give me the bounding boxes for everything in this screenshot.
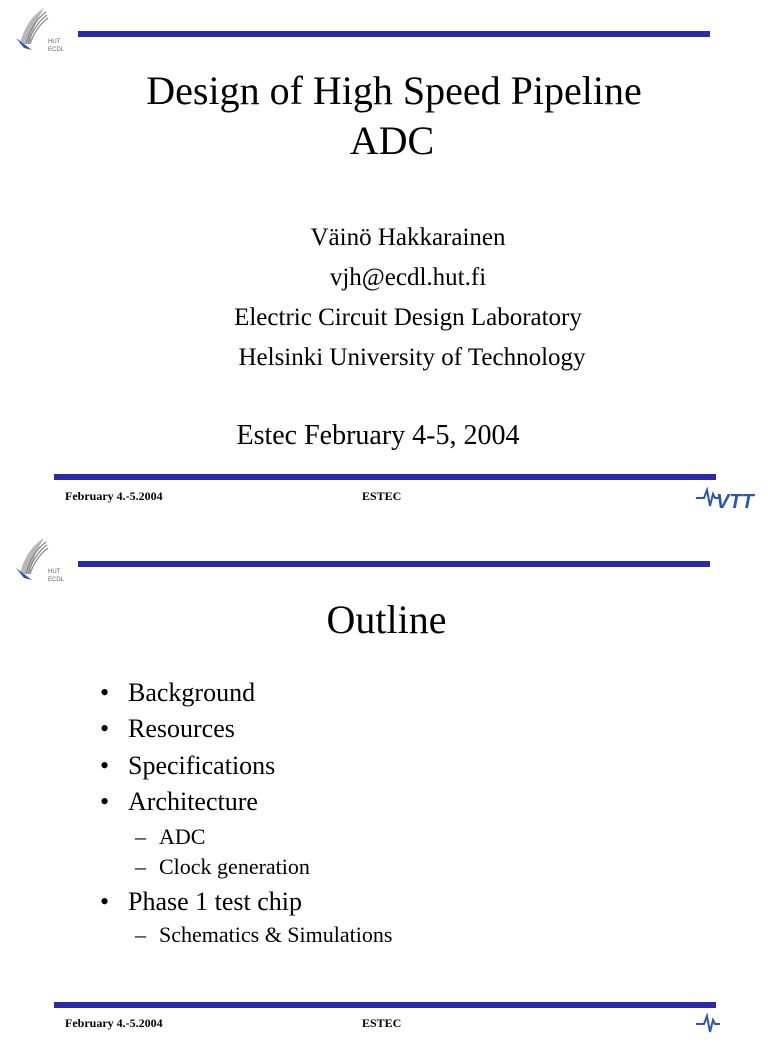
slide-2	[0, 530, 768, 1042]
sub-item: – Schematics & Simulations	[135, 922, 393, 947]
bullet-item: • Architecture	[100, 787, 258, 816]
bottom-rule	[54, 1002, 716, 1008]
vtt-logo-icon	[696, 484, 768, 512]
outline-title: Outline	[326, 597, 447, 642]
bottom-rule	[54, 474, 716, 480]
university: Helsinki University of Technology	[238, 344, 586, 371]
footer-date: February 4.-5.2004	[65, 489, 163, 503]
sub-item: – Clock generation	[135, 854, 310, 879]
hut-logo-icon	[14, 4, 70, 64]
email: vjh@ecdl.hut.fi	[329, 264, 487, 291]
bullet-item: • Phase 1 test chip	[100, 887, 303, 916]
top-rule	[78, 561, 710, 567]
author: Väinö Hakkarainen	[310, 224, 506, 251]
hut-logo-text: HUT ECDL	[48, 39, 65, 53]
top-rule	[78, 31, 710, 37]
vtt-logo-text: VTT	[716, 491, 754, 512]
title-line-2: ADC	[349, 118, 435, 163]
bullet-item: • Specifications	[100, 751, 276, 780]
hut-logo-text: HUT ECDL	[48, 569, 65, 583]
lab: Electric Circuit Design Laboratory	[234, 304, 582, 331]
footer-org: ESTEC	[362, 489, 402, 503]
bullet-item: • Background	[100, 678, 256, 707]
slide-1	[0, 0, 768, 512]
sub-item: – ADC	[135, 824, 206, 849]
footer-date: February 4.-5.2004	[65, 1016, 163, 1030]
event: Estec February 4-5, 2004	[236, 420, 520, 451]
title-line-1: Design of High Speed Pipeline	[146, 68, 642, 113]
hut-logo-icon	[14, 534, 70, 594]
bullet-item: • Resources	[100, 714, 235, 743]
vtt-logo-icon	[696, 1010, 768, 1038]
footer-org: ESTEC	[362, 1016, 402, 1030]
